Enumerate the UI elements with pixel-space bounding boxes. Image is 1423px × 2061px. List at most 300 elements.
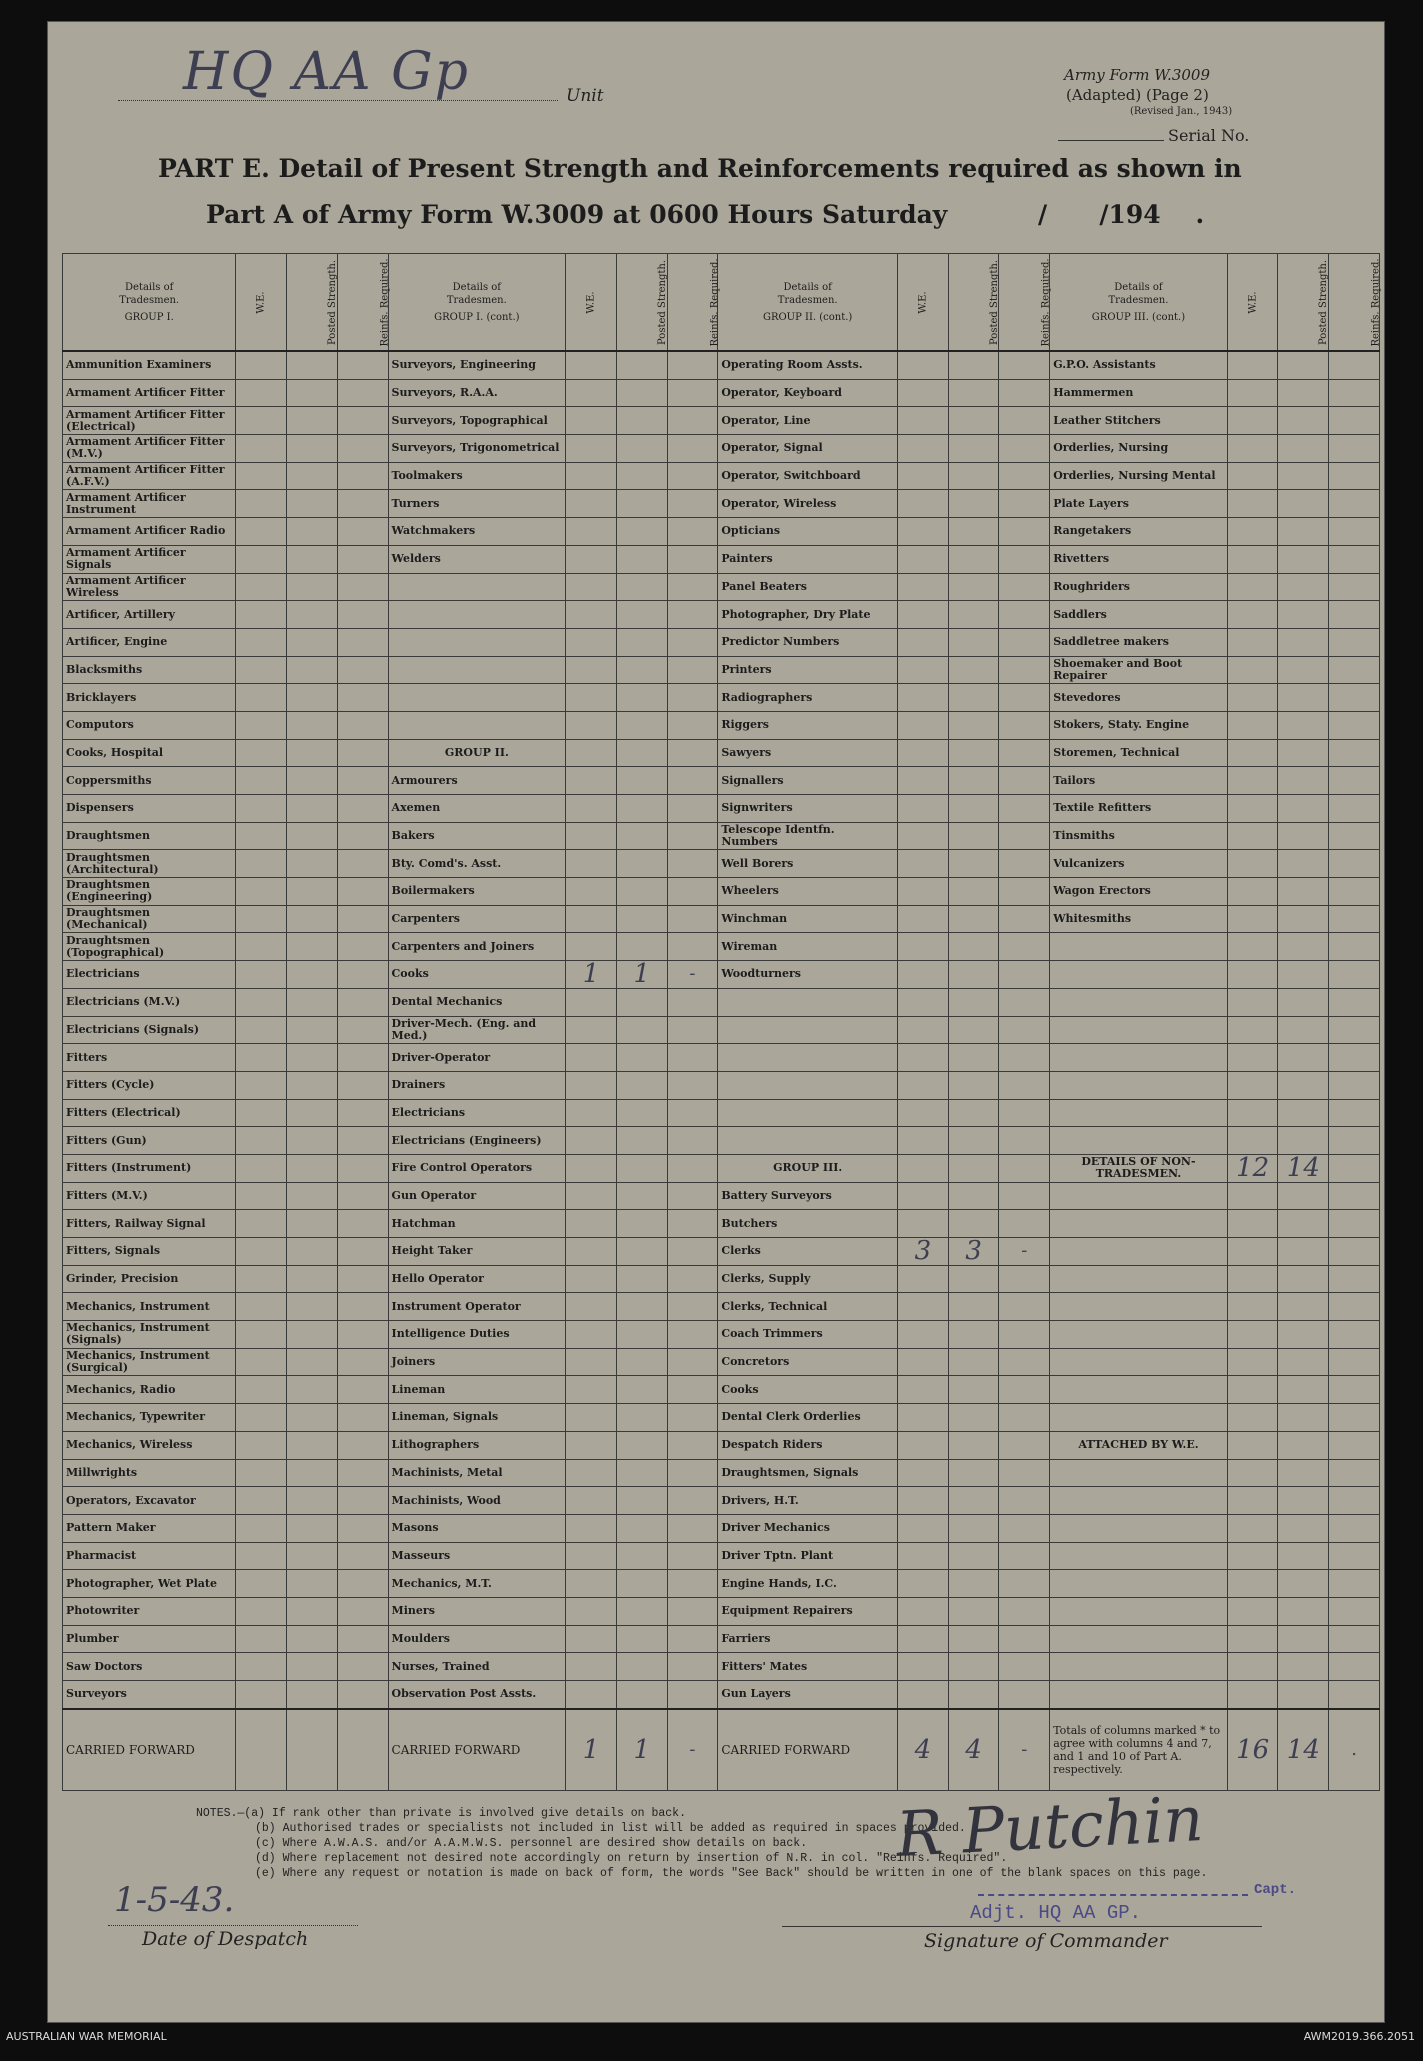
we-cell — [566, 351, 617, 379]
posted-strength-cell — [287, 988, 338, 1016]
trade-name: Carpenters and Joiners — [388, 933, 566, 961]
reinfs-required-cell — [337, 684, 388, 712]
trade-name: Height Taker — [388, 1238, 566, 1266]
trade-name — [1050, 1016, 1228, 1044]
table-row — [63, 518, 1380, 546]
trade-name: Pharmacist — [63, 1542, 236, 1570]
reinfs-required-cell — [337, 1681, 388, 1709]
we-cell — [236, 711, 287, 739]
trade-name — [1050, 1376, 1228, 1404]
table-row — [63, 1625, 1380, 1653]
carried-forward-label: CARRIED FORWARD — [388, 1709, 566, 1791]
posted-strength-cell — [1278, 1265, 1329, 1293]
posted-strength-cell — [1278, 933, 1329, 961]
reinfs-required-cell — [999, 988, 1050, 1016]
we-cell — [236, 462, 287, 490]
posted-strength-cell — [287, 1514, 338, 1542]
reinfs-required-cell — [667, 1238, 718, 1266]
posted-strength-cell — [948, 1514, 999, 1542]
we-cell — [566, 684, 617, 712]
posted-strength-cell — [287, 739, 338, 767]
we-cell — [897, 462, 948, 490]
we-cell — [236, 351, 287, 379]
table-row — [63, 1570, 1380, 1598]
reinfs-required-cell — [1329, 601, 1380, 629]
reinfs-required-cell — [1329, 435, 1380, 463]
trade-name: Stevedores — [1050, 684, 1228, 712]
table-row — [63, 573, 1380, 601]
trade-name — [1050, 1404, 1228, 1432]
we-cell — [897, 1459, 948, 1487]
we-cell — [1227, 573, 1278, 601]
reinfs-required-cell — [999, 379, 1050, 407]
posted-strength-cell — [287, 1016, 338, 1044]
table-row — [63, 1127, 1380, 1155]
trade-name: Drivers, H.T. — [718, 1487, 898, 1515]
reinfs-required-cell — [667, 1681, 718, 1709]
reinfs-required-cell — [1329, 1265, 1380, 1293]
we-cell — [236, 961, 287, 989]
reinfs-required-cell — [337, 739, 388, 767]
reinfs-required-cell — [1329, 988, 1380, 1016]
table-row — [63, 767, 1380, 795]
posted-strength-cell — [948, 435, 999, 463]
posted-strength-cell: 1 — [616, 961, 667, 989]
posted-strength-cell — [616, 767, 667, 795]
trade-name: Mechanics, Instrument — [63, 1293, 236, 1321]
table-row — [63, 1431, 1380, 1459]
reinfs-required-cell — [999, 1542, 1050, 1570]
we-cell — [566, 407, 617, 435]
reinfs-required-cell — [1329, 1487, 1380, 1515]
we-cell — [897, 407, 948, 435]
we-cell — [236, 1653, 287, 1681]
posted-strength-cell — [948, 1099, 999, 1127]
posted-strength-cell — [948, 739, 999, 767]
posted-strength-cell — [1278, 1182, 1329, 1210]
trade-name: Photographer, Dry Plate — [718, 601, 898, 629]
we-cell — [1227, 1431, 1278, 1459]
reinfs-required-cell — [999, 905, 1050, 933]
we-cell — [1227, 1127, 1278, 1155]
table-row — [63, 462, 1380, 490]
trade-name: Instrument Operator — [388, 1293, 566, 1321]
posted-strength-cell — [948, 462, 999, 490]
signature-dashed-line — [978, 1894, 1248, 1896]
posted-strength-cell — [948, 1376, 999, 1404]
we-cell — [1227, 711, 1278, 739]
we-cell — [236, 490, 287, 518]
posted-strength-cell — [948, 1625, 999, 1653]
posted-strength-cell — [948, 711, 999, 739]
we-cell — [897, 1099, 948, 1127]
trade-name — [718, 1099, 898, 1127]
posted-strength-cell — [616, 988, 667, 1016]
trade-name: Armament Artificer Fitter (A.F.V.) — [63, 462, 236, 490]
posted-strength-cell — [1278, 1625, 1329, 1653]
trade-name: Artificer, Artillery — [63, 601, 236, 629]
trade-name: Grinder, Precision — [63, 1265, 236, 1293]
trade-name: Operators, Excavator — [63, 1487, 236, 1515]
reinfs-required-cell — [337, 850, 388, 878]
reinfs-required-cell — [1329, 961, 1380, 989]
trade-name: Draughtsmen (Mechanical) — [63, 905, 236, 933]
trade-name: Shoemaker and Boot Repairer — [1050, 656, 1228, 684]
posted-strength-cell — [287, 1570, 338, 1598]
reinfs-required-cell — [1329, 767, 1380, 795]
we-cell — [897, 518, 948, 546]
posted-column-header — [287, 254, 338, 352]
trade-name — [1050, 1487, 1228, 1515]
reinfs-required-cell — [1329, 1044, 1380, 1072]
we-cell — [236, 1597, 287, 1625]
reinfs-required-cell — [667, 379, 718, 407]
we-cell — [1227, 1625, 1278, 1653]
posted-strength-cell — [1278, 795, 1329, 823]
we-cell: 4 — [897, 1709, 948, 1791]
posted-strength-cell — [948, 351, 999, 379]
trade-name: Boilermakers — [388, 878, 566, 906]
reinfs-required-cell — [667, 351, 718, 379]
trade-name — [1050, 1597, 1228, 1625]
table-row — [63, 711, 1380, 739]
group-heading: GROUP III. — [718, 1154, 898, 1182]
reinfs-required-cell — [1329, 878, 1380, 906]
trade-name: Fitters, Signals — [63, 1238, 236, 1266]
we-cell — [566, 1625, 617, 1653]
we-cell — [566, 711, 617, 739]
we-cell — [897, 1182, 948, 1210]
trade-name: Masons — [388, 1514, 566, 1542]
we-cell — [897, 711, 948, 739]
posted-strength-cell — [948, 573, 999, 601]
reinfs-required-cell — [1329, 1459, 1380, 1487]
we-cell — [897, 628, 948, 656]
we-cell — [897, 1293, 948, 1321]
we-cell — [236, 601, 287, 629]
reinfs-required-cell — [337, 351, 388, 379]
trade-name: Fitters (Electrical) — [63, 1099, 236, 1127]
we-cell — [1227, 905, 1278, 933]
table-row — [63, 1514, 1380, 1542]
we-cell — [1227, 822, 1278, 850]
reinfs-required-cell — [999, 1016, 1050, 1044]
we-cell — [236, 1238, 287, 1266]
reinfs-required-cell — [1329, 407, 1380, 435]
table-row — [63, 1210, 1380, 1238]
table-row — [63, 1681, 1380, 1709]
trade-name: Fitters (Gun) — [63, 1127, 236, 1155]
we-cell — [236, 407, 287, 435]
reinfs-required-cell — [667, 1653, 718, 1681]
trade-name: Surveyors, Engineering — [388, 351, 566, 379]
trade-name: Rivetters — [1050, 545, 1228, 573]
table-row — [63, 1487, 1380, 1515]
we-cell — [1227, 407, 1278, 435]
we-cell — [566, 1431, 617, 1459]
column-header-label: W.E. — [585, 290, 597, 314]
reinfs-required-cell — [667, 1459, 718, 1487]
reinfs-required-cell — [337, 1099, 388, 1127]
we-cell — [566, 518, 617, 546]
reinfs-required-cell — [667, 1127, 718, 1155]
form-adapted: (Adapted) (Page 2) — [1066, 86, 1209, 104]
reinfs-required-cell — [667, 462, 718, 490]
we-cell — [566, 462, 617, 490]
we-cell — [236, 1487, 287, 1515]
trade-name: Well Borers — [718, 850, 898, 878]
trade-name: Miners — [388, 1597, 566, 1625]
posted-strength-cell — [287, 1625, 338, 1653]
reinfs-required-cell — [999, 435, 1050, 463]
reinfs-required-cell — [337, 1293, 388, 1321]
reinfs-required-cell — [337, 656, 388, 684]
trade-name: Sawyers — [718, 739, 898, 767]
trade-name: Fitters — [63, 1044, 236, 1072]
trade-name: Operator, Keyboard — [718, 379, 898, 407]
trade-name: Mechanics, Radio — [63, 1376, 236, 1404]
we-cell — [1227, 518, 1278, 546]
we-cell — [897, 1404, 948, 1432]
trade-name: Saddletree makers — [1050, 628, 1228, 656]
reinfs-required-cell — [667, 795, 718, 823]
we-cell — [1227, 1376, 1278, 1404]
trade-name: Electricians — [63, 961, 236, 989]
we-cell — [566, 1016, 617, 1044]
trade-name: Draughtsmen (Topographical) — [63, 933, 236, 961]
reinfs-required-cell — [337, 628, 388, 656]
we-cell — [897, 1016, 948, 1044]
posted-strength-cell — [616, 601, 667, 629]
we-cell — [566, 878, 617, 906]
posted-strength-cell — [287, 1044, 338, 1072]
trade-name: Painters — [718, 545, 898, 573]
posted-strength-cell — [948, 1681, 999, 1709]
trade-name — [388, 656, 566, 684]
trade-name: Butchers — [718, 1210, 898, 1238]
reinfs-required-cell — [1329, 1625, 1380, 1653]
we-cell — [897, 1348, 948, 1376]
reinfs-required-cell — [667, 739, 718, 767]
posted-strength-cell — [1278, 1210, 1329, 1238]
posted-strength-cell — [287, 407, 338, 435]
reinfs-required-cell — [337, 961, 388, 989]
trade-name — [1050, 988, 1228, 1016]
reinfs-required-cell — [337, 462, 388, 490]
table-row — [63, 1653, 1380, 1681]
trade-name: Engine Hands, I.C. — [718, 1570, 898, 1598]
reinfs-required-cell — [1329, 1514, 1380, 1542]
trade-name — [1050, 1542, 1228, 1570]
table-row — [63, 351, 1380, 379]
posted-strength-cell — [948, 379, 999, 407]
posted-strength-cell — [948, 878, 999, 906]
trade-name: Mechanics, Instrument (Surgical) — [63, 1348, 236, 1376]
trade-name: Rangetakers — [1050, 518, 1228, 546]
trade-name — [388, 573, 566, 601]
carried-forward-label: Totals of columns marked * to agree with columns 4 and 7, and 1 and 10 of Part A. respectively. — [1050, 1709, 1228, 1791]
reinfs-required-cell — [1329, 1321, 1380, 1349]
trade-name — [1050, 933, 1228, 961]
posted-strength-cell: 1 — [616, 1709, 667, 1791]
we-cell — [236, 1265, 287, 1293]
posted-strength-cell — [1278, 1487, 1329, 1515]
we-cell — [566, 1376, 617, 1404]
reinfs-required-cell — [337, 1542, 388, 1570]
details-header — [718, 254, 898, 352]
column-header-label: W.E. — [255, 290, 267, 314]
we-cell — [1227, 1404, 1278, 1432]
reinfs-required-cell — [999, 1597, 1050, 1625]
details-caption: Tradesmen. — [777, 294, 838, 306]
we-cell — [1227, 1099, 1278, 1127]
serial-label: Serial No. — [1168, 126, 1250, 145]
we-cell — [1227, 850, 1278, 878]
we-cell — [897, 490, 948, 518]
we-cell — [566, 545, 617, 573]
reinfs-required-cell — [999, 1459, 1050, 1487]
posted-strength-cell — [616, 711, 667, 739]
archive-credit: AUSTRALIAN WAR MEMORIAL — [6, 2030, 167, 2043]
reinfs-required-cell — [1329, 1348, 1380, 1376]
posted-strength-cell — [616, 490, 667, 518]
posted-strength-cell — [287, 379, 338, 407]
reinfs-required-cell — [667, 1265, 718, 1293]
posted-strength-cell — [287, 684, 338, 712]
reinfs-required-cell — [999, 545, 1050, 573]
reinfs-required-cell: - — [999, 1238, 1050, 1266]
reinfs-required-cell — [1329, 933, 1380, 961]
date-dotted-line — [108, 1925, 358, 1926]
reinfs-required-cell — [1329, 518, 1380, 546]
posted-strength-cell — [948, 490, 999, 518]
we-cell — [236, 988, 287, 1016]
we-cell — [566, 1265, 617, 1293]
we-cell — [897, 905, 948, 933]
trade-name: Lithographers — [388, 1431, 566, 1459]
posted-strength-cell — [616, 407, 667, 435]
posted-strength-cell — [948, 1321, 999, 1349]
we-cell — [236, 1709, 287, 1791]
we-cell: 12 — [1227, 1154, 1278, 1182]
reinfs-required-cell — [337, 767, 388, 795]
posted-strength-cell — [948, 1542, 999, 1570]
reinfs-required-cell — [337, 518, 388, 546]
posted-strength-cell — [1278, 1681, 1329, 1709]
table-header — [63, 254, 1380, 352]
posted-strength-cell — [616, 739, 667, 767]
posted-strength-cell — [287, 1238, 338, 1266]
reinfs-required-cell — [337, 1459, 388, 1487]
reinfs-required-cell — [1329, 351, 1380, 379]
we-column-header — [236, 254, 287, 352]
we-cell — [236, 1376, 287, 1404]
reinfs-required-cell: - — [667, 961, 718, 989]
signature-label: Signature of Commander — [924, 1930, 1168, 1952]
trade-name: Armament Artificer Wireless — [63, 573, 236, 601]
reinfs-required-cell — [337, 1597, 388, 1625]
we-cell — [1227, 1570, 1278, 1598]
we-cell — [236, 1625, 287, 1653]
posted-strength-cell — [287, 1431, 338, 1459]
trade-name: G.P.O. Assistants — [1050, 351, 1228, 379]
reinfs-required-cell — [337, 1238, 388, 1266]
reinfs-required-cell — [667, 1542, 718, 1570]
trade-name: Operator, Line — [718, 407, 898, 435]
reinfs-required-cell — [999, 1321, 1050, 1349]
note-line: (e) Where any request or notation is made on back of form, the words "See Back" should be written in one of the blank spaces on this page. — [255, 1867, 1208, 1880]
we-cell — [566, 1570, 617, 1598]
we-column-header — [897, 254, 948, 352]
we-cell — [566, 628, 617, 656]
reinfs-required-cell — [1329, 1293, 1380, 1321]
trade-name — [1050, 1182, 1228, 1210]
we-cell — [897, 1210, 948, 1238]
we-cell — [566, 379, 617, 407]
trade-name: Electricians (Engineers) — [388, 1127, 566, 1155]
note-line: (d) Where replacement not desired note accordingly on return by insertion of N.R. in col. "Reinfs. Required". — [255, 1852, 1008, 1865]
posted-strength-cell — [616, 1681, 667, 1709]
trade-name: Leather Stitchers — [1050, 407, 1228, 435]
posted-strength-cell — [287, 573, 338, 601]
reinfs-required-cell — [1329, 490, 1380, 518]
posted-strength-cell — [616, 1099, 667, 1127]
trade-name: Fitters (M.V.) — [63, 1182, 236, 1210]
we-cell — [1227, 1514, 1278, 1542]
reinfs-required-cell — [667, 601, 718, 629]
posted-strength-cell — [287, 1348, 338, 1376]
trade-name: Mechanics, Typewriter — [63, 1404, 236, 1432]
we-cell — [1227, 1265, 1278, 1293]
we-cell — [1227, 462, 1278, 490]
reinfs-required-cell — [337, 490, 388, 518]
trade-name — [718, 1127, 898, 1155]
posted-strength-cell — [616, 1542, 667, 1570]
reinfs-required-cell — [999, 1127, 1050, 1155]
trade-name: Armament Artificer Signals — [63, 545, 236, 573]
trade-name: Operator, Switchboard — [718, 462, 898, 490]
reinfs-required-cell — [999, 1514, 1050, 1542]
reinfs-required-cell — [337, 1044, 388, 1072]
trade-name: Surveyors, R.A.A. — [388, 379, 566, 407]
we-cell — [566, 1348, 617, 1376]
reinfs-required-cell — [667, 1071, 718, 1099]
we-cell — [897, 1653, 948, 1681]
reinfs-required-cell — [337, 1487, 388, 1515]
posted-strength-cell — [948, 1182, 999, 1210]
trade-name: Pattern Maker — [63, 1514, 236, 1542]
posted-strength-cell — [287, 1542, 338, 1570]
trade-name: Concretors — [718, 1348, 898, 1376]
we-cell: 3 — [897, 1238, 948, 1266]
reinfs-required-cell — [999, 684, 1050, 712]
reinfs-required-cell — [667, 1514, 718, 1542]
posted-strength-cell — [1278, 351, 1329, 379]
we-cell — [566, 1238, 617, 1266]
trade-name — [1050, 961, 1228, 989]
reinfs-required-cell — [999, 573, 1050, 601]
trade-name: Operator, Wireless — [718, 490, 898, 518]
group-title: GROUP I. (cont.) — [434, 311, 520, 323]
table-row — [63, 1404, 1380, 1432]
posted-strength-cell — [948, 1459, 999, 1487]
signature-line — [782, 1926, 1262, 1927]
reinfs-required-cell — [1329, 1404, 1380, 1432]
trade-name — [388, 684, 566, 712]
trade-name: Millwrights — [63, 1459, 236, 1487]
we-cell — [897, 351, 948, 379]
trade-name: Lineman — [388, 1376, 566, 1404]
